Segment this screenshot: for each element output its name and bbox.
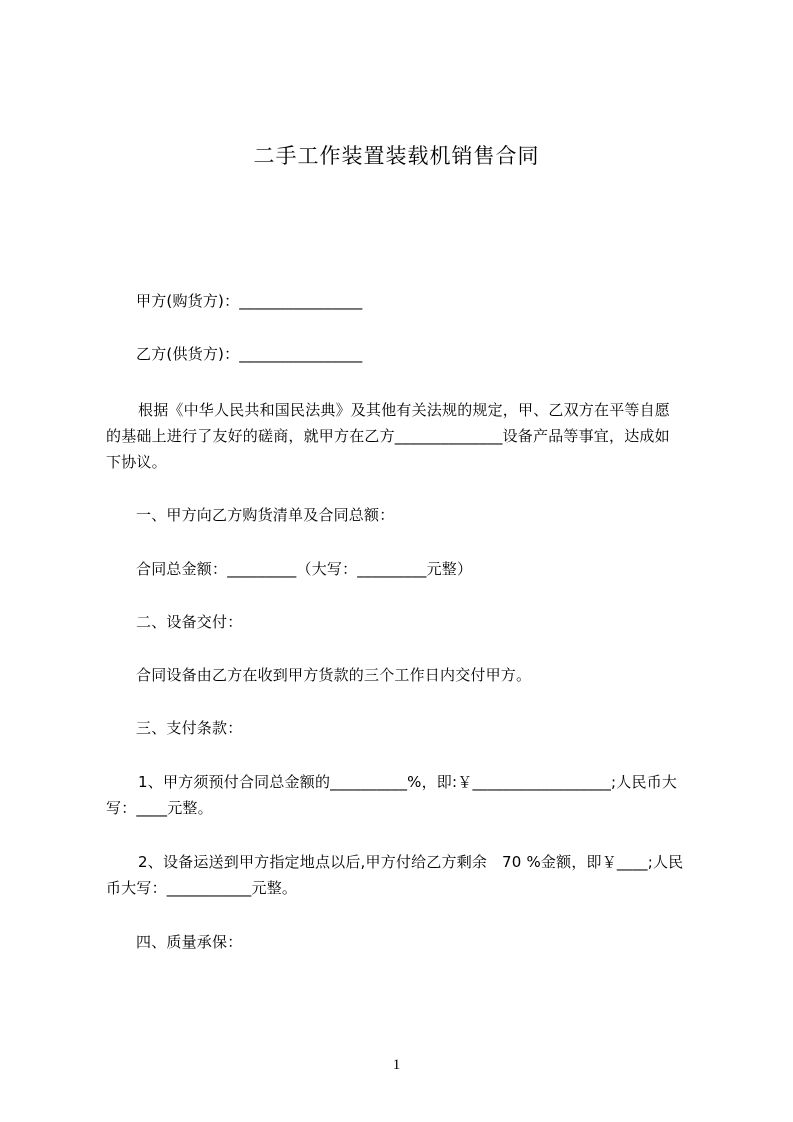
section-1-heading: 一、甲方向乙方购货清单及合同总额：: [136, 506, 395, 524]
section-4-heading: 四、质量承保：: [136, 933, 243, 951]
preamble-line-3: 下协议。: [106, 453, 167, 471]
page-number: 1: [392, 1057, 401, 1073]
payment-item-2-line-2: 币大写：___________元整。: [106, 879, 298, 897]
party-a-line: 甲方(购货方)：________________: [136, 292, 363, 310]
payment-item-1-line-2: 写：____元整。: [106, 799, 213, 817]
section-3-heading: 三、支付条款：: [136, 719, 243, 737]
preamble-line-1: 根据《中华人民共和国民法典》及其他有关法规的规定，甲、乙双方在平等自愿: [138, 401, 671, 419]
party-b-line: 乙方(供货方)：________________: [136, 345, 363, 363]
payment-item-2-line-1: 2、设备运送到甲方指定地点以后,甲方付给乙方剩余 70 %金额，即￥____;人民: [138, 853, 684, 871]
document-title: 二手工作装置装载机销售合同: [253, 144, 540, 168]
section-2-heading: 二、设备交付：: [136, 613, 243, 631]
delivery-clause: 合同设备由乙方在收到甲方货款的三个工作日内交付甲方。: [136, 666, 532, 684]
payment-item-1-line-1: 1、甲方须预付合同总金额的__________%，即:￥__________________;人民币大: [138, 773, 678, 791]
preamble-line-2: 的基础上进行了友好的磋商，就甲方在乙方______________设备产品等事宜，达成如: [106, 427, 670, 445]
contract-total-amount: 合同总金额：_________（大写：_________元整）: [136, 560, 473, 578]
